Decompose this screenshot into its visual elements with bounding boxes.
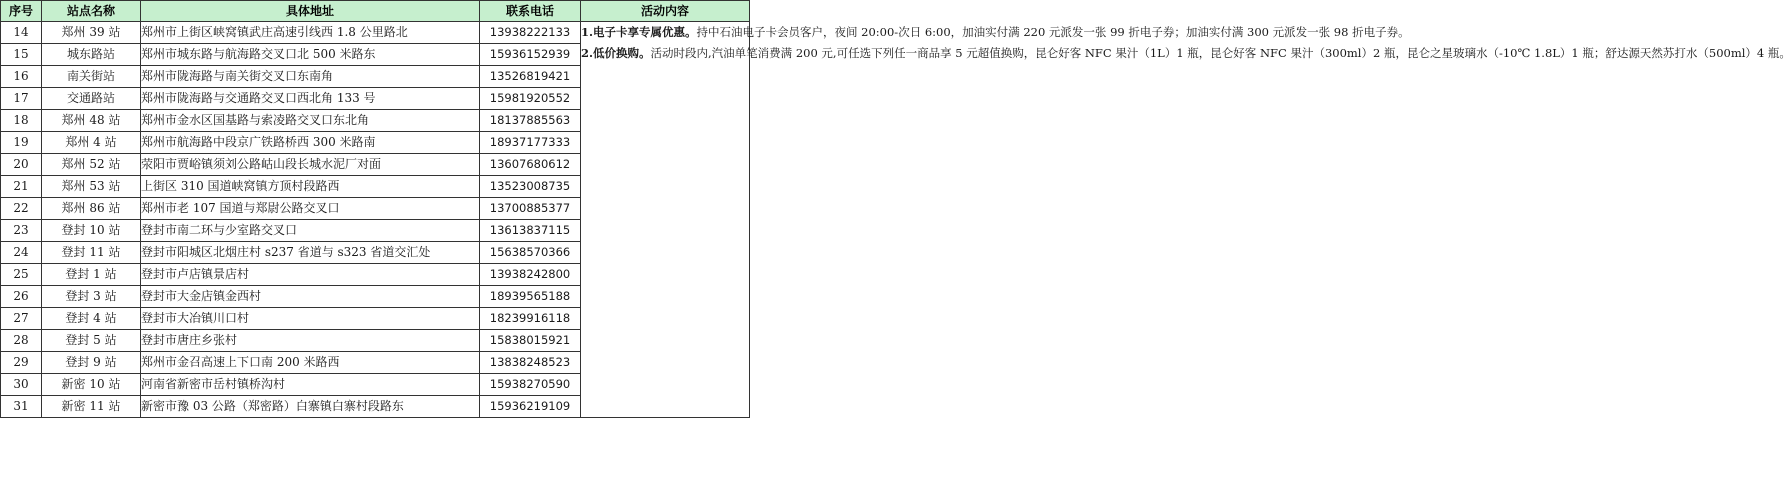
cell-station-name: 南关街站 [42,66,141,88]
cell-address: 郑州市金水区国基路与索凌路交叉口东北角 [141,110,480,132]
cell-phone: 13607680612 [480,154,581,176]
cell-address: 荥阳市贾峪镇须刘公路岵山段长城水泥厂对面 [141,154,480,176]
cell-station-name: 郑州 86 站 [42,198,141,220]
cell-address: 登封市唐庄乡张村 [141,330,480,352]
activity-body-2: 活动时段内,汽油单笔消费满 200 元,可任选下列任一商品享 5 元超值换购，昆仑好客 NFC 果汁（1L）1 瓶，昆仑好客 NFC 果汁（300ml）2 瓶，昆仑之星玻璃水（-10℃ 1.8L）1 瓶；舒达源天然苏打水（500ml）4 瓶。 [650,46,1791,60]
cell-station-name: 城东路站 [42,44,141,66]
cell-no: 14 [1,22,42,44]
cell-phone: 13523008735 [480,176,581,198]
cell-phone: 13526819421 [480,66,581,88]
activity-paragraph-2 [581,43,1791,64]
cell-phone: 18239916118 [480,308,581,330]
header-row [1,1,750,22]
cell-station-name: 郑州 39 站 [42,22,141,44]
header-no: 序号 [1,1,42,22]
cell-no: 16 [1,66,42,88]
cell-phone: 13938222133 [480,22,581,44]
cell-phone: 18939565188 [480,286,581,308]
cell-no: 19 [1,132,42,154]
table-row [1,22,750,44]
cell-no: 15 [1,44,42,66]
cell-no: 17 [1,88,42,110]
cell-address: 郑州市金召高速上下口南 200 米路西 [141,352,480,374]
cell-station-name: 交通路站 [42,88,141,110]
cell-address: 郑州市航海路中段京广铁路桥西 300 米路南 [141,132,480,154]
cell-address: 登封市大冶镇川口村 [141,308,480,330]
cell-station-name: 登封 4 站 [42,308,141,330]
cell-station-name: 郑州 53 站 [42,176,141,198]
activity-paragraph-1 [581,22,1410,43]
header-activity: 活动内容 [581,1,750,22]
cell-no: 29 [1,352,42,374]
header-phone: 联系电话 [480,1,581,22]
cell-address: 登封市阳城区北烟庄村 s237 省道与 s323 省道交汇处 [141,242,480,264]
activity-title-2: 2.低价换购。 [581,46,651,60]
cell-station-name: 新密 11 站 [42,396,141,418]
cell-no: 31 [1,396,42,418]
cell-no: 20 [1,154,42,176]
cell-phone: 15936219109 [480,396,581,418]
cell-phone: 15936152939 [480,44,581,66]
cell-station-name: 登封 9 站 [42,352,141,374]
cell-address: 登封市卢店镇景店村 [141,264,480,286]
cell-no: 23 [1,220,42,242]
cell-address: 河南省新密市岳村镇桥沟村 [141,374,480,396]
cell-phone: 18137885563 [480,110,581,132]
cell-no: 18 [1,110,42,132]
cell-station-name: 登封 10 站 [42,220,141,242]
cell-phone: 13700885377 [480,198,581,220]
cell-no: 22 [1,198,42,220]
activity-body-1: 持中石油电子卡会员客户，夜间 20:00-次日 6:00，加油实付满 220 元派发一张 99 折电子券；加油实付满 300 元派发一张 98 折电子券。 [696,25,1410,39]
cell-phone: 15981920552 [480,88,581,110]
cell-phone: 15638570366 [480,242,581,264]
cell-phone: 13938242800 [480,264,581,286]
cell-address: 新密市豫 03 公路（郑密路）白寨镇白寨村段路东 [141,396,480,418]
cell-address: 郑州市陇海路与交通路交叉口西北角 133 号 [141,88,480,110]
cell-phone: 13613837115 [480,220,581,242]
cell-no: 24 [1,242,42,264]
cell-address: 登封市大金店镇金西村 [141,286,480,308]
activity-title-1: 1.电子卡享专属优惠。 [581,25,697,39]
cell-address: 郑州市上街区峡窝镇武庄高速引线西 1.8 公里路北 [141,22,480,44]
cell-address: 郑州市城东路与航海路交叉口北 500 米路东 [141,44,480,66]
cell-address: 上街区 310 国道峡窝镇方顶村段路西 [141,176,480,198]
cell-station-name: 登封 11 站 [42,242,141,264]
header-address: 具体地址 [141,1,480,22]
cell-station-name: 登封 5 站 [42,330,141,352]
activity-cell [581,22,1791,418]
cell-no: 28 [1,330,42,352]
cell-phone: 18937177333 [480,132,581,154]
cell-phone: 15938270590 [480,374,581,396]
cell-phone: 15838015921 [480,330,581,352]
cell-no: 25 [1,264,42,286]
cell-station-name: 登封 3 站 [42,286,141,308]
cell-address: 登封市南二环与少室路交叉口 [141,220,480,242]
cell-no: 27 [1,308,42,330]
cell-address: 郑州市陇海路与南关街交叉口东南角 [141,66,480,88]
cell-phone: 13838248523 [480,352,581,374]
cell-station-name: 郑州 52 站 [42,154,141,176]
cell-no: 21 [1,176,42,198]
cell-no: 26 [1,286,42,308]
cell-address: 郑州市老 107 国道与郑尉公路交叉口 [141,198,480,220]
cell-station-name: 登封 1 站 [42,264,141,286]
cell-station-name: 郑州 48 站 [42,110,141,132]
table-body [1,22,1791,418]
cell-station-name: 郑州 4 站 [42,132,141,154]
cell-station-name: 新密 10 站 [42,374,141,396]
header-name: 站点名称 [42,1,141,22]
cell-no: 30 [1,374,42,396]
